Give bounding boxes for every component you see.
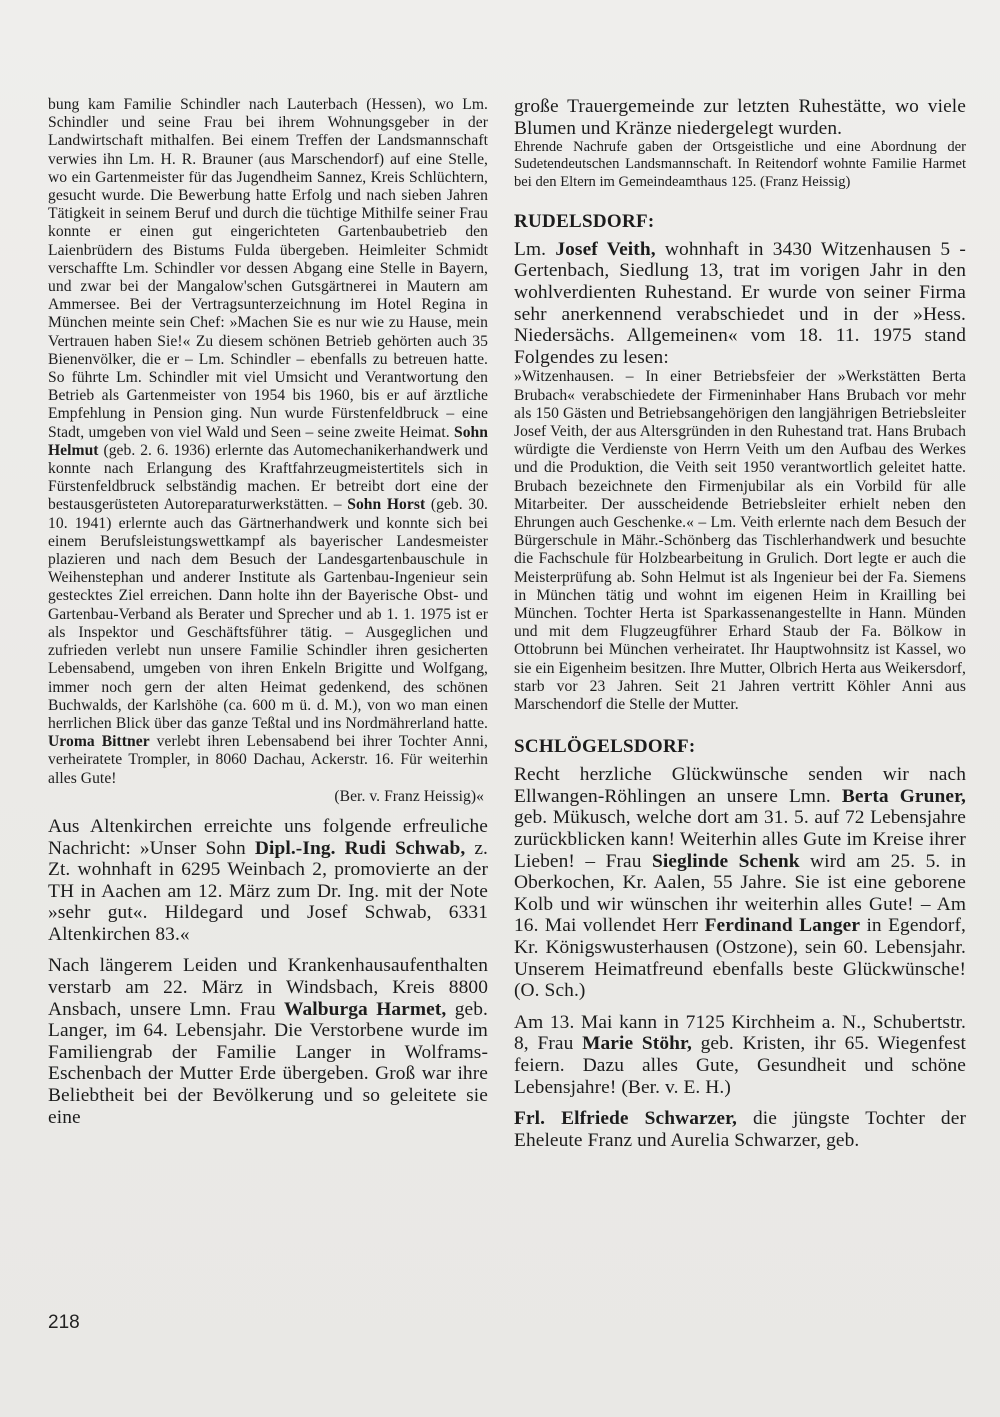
bold-name-text: Josef Veith, bbox=[555, 238, 656, 260]
veith-retirement-paragraph bbox=[514, 239, 966, 369]
report-attribution bbox=[48, 788, 488, 806]
body-text: z. Zt. wohnhaft in 6295 Weinbach 2, promovierte an der TH in Aachen am 12. März zum Dr. Ing. mit der Note »sehr gut«. Hildegard und Josef Schwab, 6331 Altenkirchen 83.« bbox=[48, 837, 489, 945]
page-number: 218 bbox=[48, 1312, 80, 1333]
bold-name-text: Sohn Horst bbox=[347, 496, 426, 514]
body-text: geb. Kristen, ihr 65. Wiegenfest feiern. Dazu alles Gute, Gesundheit und schöne Lebensjahre! (Ber. v. E. H.) bbox=[514, 1033, 966, 1098]
body-text: geb. Mükusch, welche dort am 31. 5. auf 72 Lebensjahre zurückblicken kann! Weiterhin alles Gute im Kreise ihrer Lieben! – Frau bbox=[514, 807, 966, 872]
body-text: Recht herzliche Glückwünsche senden wir nach Ellwangen-Röhlingen an unsere Lmn. bbox=[514, 764, 966, 807]
body-text: Ehrende Nachrufe gaben der Ortsgeistliche und eine Abordnung der Sudetendeutschen Landsmannschaft. In Reitendorf wohnte Familie Harmet bei den Eltern im Gemeindeamthaus 125. (Franz Heissig) bbox=[514, 139, 966, 190]
schwab-doctorate-paragraph bbox=[48, 816, 488, 946]
body-text: die jüngste Tochter der Eheleute Franz und Aurelia Schwarzer, geb. bbox=[514, 1108, 966, 1151]
body-text: in Egendorf, Kr. Königswusterhausen (Ostzone), sein 60. Lebensjahr. Unserem Heimatfreund ebenfalls beste Glückwünsche! (O. Sch.) bbox=[514, 915, 966, 1002]
left-column bbox=[48, 96, 488, 1128]
body-text: (geb. 30. 10. 1941) erlernte auch das Gärtnerhandwerk und konnte sich bei einem Berufsleistungswettkampf als bayerischer Landesmeister plazieren und nach dem Besuch der Landesgartenbauschule in Weihenstephan und anderer Institute als Gartenbau-Ingenieur sein gestecktes Ziel erreichen. Dann holte ihn der Bayerische Obst- und Gartenbau-Verband als Berater und Sprecher und ab 1. 1. 1975 ist er als Inspektor und Geschäftsführer tätig. – Ausgeglichen und zufrieden verlebt nun unsere Familie Schindler ihren gesicherten Lebensabend, umgeben von ihren Enkeln Brigitte und Wolfgang, immer noch gern der alten Heimat gedenkend, des schönen Buchwalds, der Karlshöhe (ca. 600 m ü. d. M.), von wo man einen herrlichen Blick über das ganze Teßtal und ins Nordmährerland hatte. bbox=[48, 496, 488, 732]
veith-newspaper-quote bbox=[514, 368, 966, 714]
bold-name-text: Dipl.-Ing. Rudi Schwab, bbox=[254, 837, 466, 859]
body-text: geb. Langer, im 64. Lebensjahr. Die Verstorbene wurde im Familiengrab der Familie Langer in Wolframs-Eschenbach der Mutter Erde übergeben. Groß war ihre Beliebtheit bei der Bevölkerung und so geleitete sie eine bbox=[48, 998, 488, 1128]
section-heading-schloegelsdorf: SCHLÖGELSDORF: bbox=[514, 736, 696, 758]
body-text: »Witzenhausen. – In einer Betriebsfeier der »Werkstätten Berta Brubach« verabschiedete der Firmeninhaber Hans Brubach vor mehr als 150 Gästen und Betriebsangehörigen den langjährigen Betriebsleiter Josef Veith, der aus Altersgründen in den Ruhestand trat. Hans Brubach würdigte die Verdienste von Herrn Veith um den Aufbau des Werkes und die Produktion, die Veith seit 1950 verantwortlich geleitet hatte. Brubach bezeichnete den Firmenjubilar als ein Vorbild für alle Mitarbeiter. Der ausscheidende Betriebsleiter erhielt neben den Ehrungen auch Geschenke.« – Lm. Veith erlernte nach dem Besuch der Bürgerschule in Mähr.-Schönberg das Tischlerhandwerk und besuchte die Fachschule für Holzbearbeitung in Grulich. Dort legte er auch die Meisterprüfung ab. Sohn Helmut ist als Ingenieur bei der Fa. Siemens in München tätig und wohnt im eigenen Heim in Krailling bei München. Tochter Herta ist Sparkassenangestellte in Hann. Münden und mit dem Flugzeugführer Erhard Staub der Fa. Bölkow in Ottobrunn bei München verheiratet. Ihr Hauptwohnsitz ist Kassel, wo sie ein Eigenheim besitzen. Ihre Mutter, Olbrich Herta aus Weikersdorf, starb vor 23 Jahren. Seit 21 Jahren vertritt Köhler Anni aus Marschendorf die Stelle der Mutter. bbox=[514, 368, 966, 714]
body-text: große Trauergemeinde zur letzten Ruhestätte, wo viele Blumen und Kränze niedergelegt wurden. bbox=[514, 96, 966, 139]
body-text: Aus Altenkirchen erreichte uns folgende erfreuliche Nachricht: »Unser Sohn bbox=[48, 815, 488, 859]
bold-name-text: Ferdinand Langer bbox=[704, 915, 861, 937]
body-text: Lm. bbox=[514, 238, 556, 260]
body-text: (Ber. v. Franz Heissig)« bbox=[334, 787, 484, 805]
bold-name-text: Sohn Helmut bbox=[48, 423, 488, 459]
bold-name-text: Uroma Bittner bbox=[48, 733, 150, 751]
birthday-wishes-paragraph bbox=[514, 764, 966, 1002]
bold-name-text: Sieglinde Schenk bbox=[651, 850, 800, 872]
section-heading-rudelsdorf: RUDELSDORF: bbox=[514, 210, 655, 232]
body-text: Am 13. Mai kann in 7125 Kirchheim a. N., Schubertstr. 8, Frau bbox=[514, 1011, 966, 1055]
harmet-obituary-continued bbox=[514, 96, 966, 139]
body-text: verlebt ihren Lebensabend bei ihrer Tochter Anni, verheiratete Trompler, in 8060 Dachau, Ackerstr. 16. Für weiterhin alles Gute! bbox=[48, 733, 488, 787]
body-text: bung kam Familie Schindler nach Lauterbach (Hessen), wo Lm. Schindler und seine Frau bei ihrem Wohnungsgeber in der Landwirtschaft mithalfen. Bei einem Treffen der Landsmannschaft verwies ihn Lm. H. R. Brauner (aus Marschendorf) auf eine Stelle, wo ein Gartenmeister für das Jugendheim Sannez, Kreis Schlüchtern, gesucht wurde. Die Bewerbung hatte Erfolg und nach sieben Jahren Tätigkeit in seinem Beruf und durch die tüchtige Mithilfe seiner Frau konnte er einen gut eingerichteten Gartenbaubetrieb den Laienbrüdern des Bistums Fulda übergeben. Heimleiter Schmidt verschaffte Lm. Schindler vor dessen Abgang eine Stelle in Bayern, und zwar bei der Mangalow'schen Gutsgärtnerei in Mautern am Ammersee. Bei der Vertragsunterzeichnung im Hotel Regina in München meinte sein Chef: »Machen Sie es nur wie zu Hause, mein Vertrauen haben Sie!« Zu diesem schönen Betrieb gehörten auch 35 Bienenvölker, die er – Lm. Schindler – ebenfalls zu betreuen hatte. So führte Lm. Schindler mit viel Umsicht und Verantwortung den Betrieb als Gartenmeister von 1954 bis 1960, bis er auf ärztliche Empfehlung in Pension ging. Nun wurde Fürstenfeldbruck – eine Stadt, umgeben von viel Wald und Seen – seine zweite Heimat. bbox=[48, 96, 488, 441]
stoehr-birthday-paragraph bbox=[514, 1012, 966, 1098]
bold-name-text: Walburga Harmet, bbox=[284, 998, 447, 1020]
bold-name-text: Marie Stöhr, bbox=[582, 1033, 692, 1055]
bold-name-text: Frl. Elfriede Schwarzer, bbox=[514, 1108, 737, 1130]
body-text: wird am 25. 5. in Oberkochen, Kr. Aalen, 55 Jahre. Sie ist eine geborene Kolb und wir wünschen ihr weiterhin alles Gute! – Am 16. Mai vollendet Herr bbox=[514, 850, 966, 937]
schwarzer-paragraph bbox=[514, 1108, 966, 1151]
right-column bbox=[514, 96, 966, 1151]
harmet-obituary-paragraph bbox=[48, 955, 488, 1128]
bold-name-text: Berta Gruner, bbox=[841, 785, 966, 807]
harmet-obituary-note bbox=[514, 139, 966, 191]
body-text: wohnhaft in 3430 Witzenhausen 5 - Gertenbach, Siedlung 13, trat im vorigen Jahr in den wohlverdienten Ruhestand. Er wurde von seiner Firma sehr anerkennend verabschiedet und in der »Hess. Niedersächs. Allgemeinen« vom 18. 11. 1975 stand Folgendes zu lesen: bbox=[514, 238, 966, 368]
body-text: (geb. 2. 6. 1936) erlernte das Automechanikerhandwerk und konnte nach Erlangung des Kraftfahrzeugmeistertitels sich in Fürstenfeldbruck selbständig machen. Er betreibt dort eine der bestausgerüsteten Autoreparaturwerkstätten. – bbox=[48, 441, 488, 514]
body-text: Nach längerem Leiden und Krankenhausaufenthalten verstarb am 22. März in Windsbach, Kreis 8800 Ansbach, unsere Lmn. Frau bbox=[48, 955, 488, 1020]
schindler-family-paragraph bbox=[48, 96, 488, 788]
